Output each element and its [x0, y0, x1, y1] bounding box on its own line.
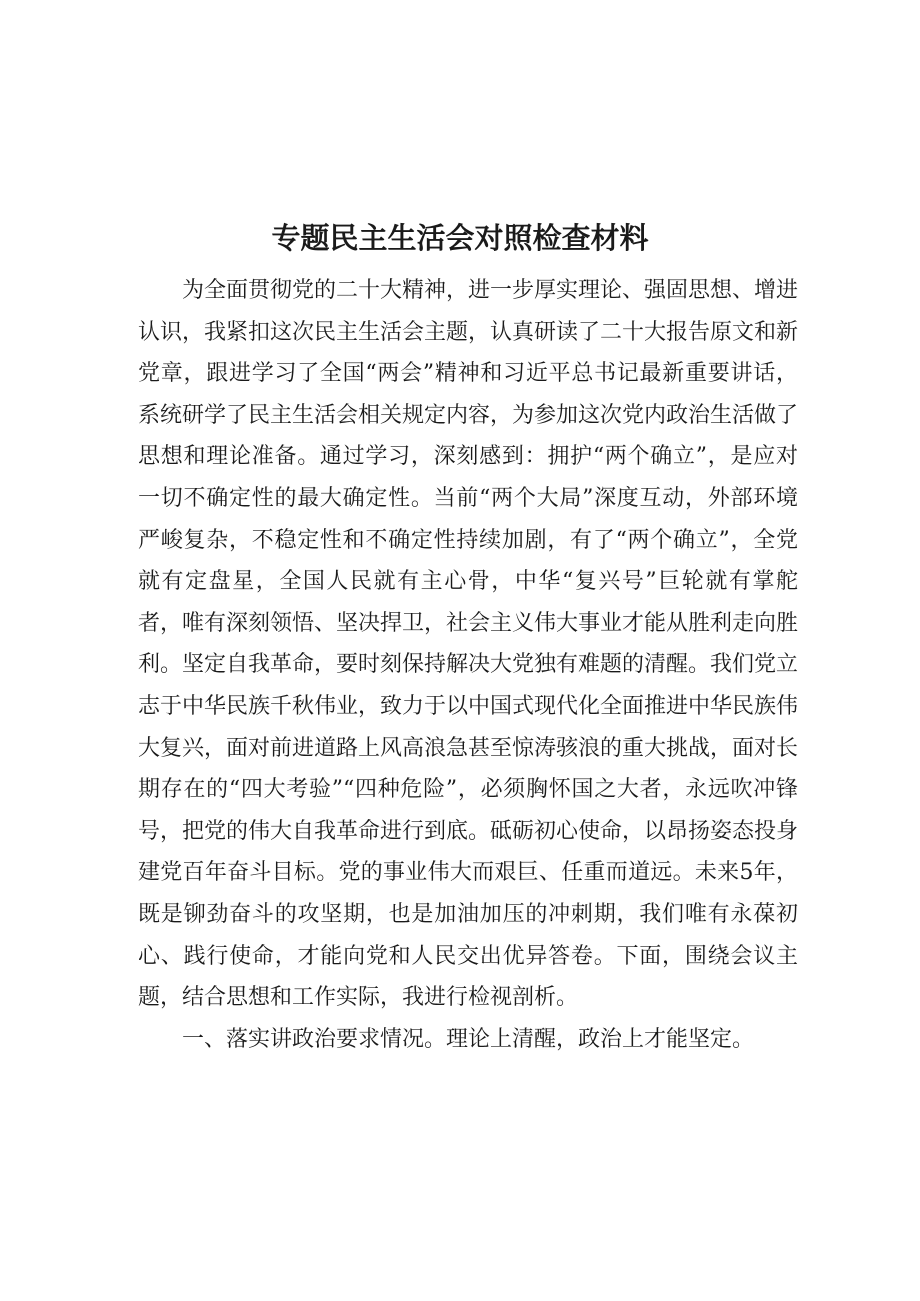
section-one-paragraph: 一、落实讲政治要求情况。理论上清醒，政治上才能坚定。	[182, 1026, 755, 1052]
document-body	[138, 270, 798, 1060]
document-title: 专题民主生活会对照检查材料	[271, 221, 649, 255]
intro-paragraph: 为全面贯彻党的二十大精神，进一步厚实理论、强固思想、增进认识，我紧扣这次民主生活会主题，认真研读了二十大报告原文和新党章，跟进学习了全国“两会”精神和习近平总书记最新重要讲话，系统研学了民主生活会相关规定内容，为参加这次党内政治生活做了思想和理论准备。通过学习，深刻感到：拥护“两个确立”，是应对一切不确定性的最大确定性。当前“两个大局”深度互动，外部环境严峻复杂，不稳定性和不确定性持续加剧，有了“两个确立”，全党就有定盘星，全国人民就有主心骨，中华“复兴号”巨轮就有掌舵者，唯有深刻领悟、坚决捍卫，社会主义伟大事业才能从胜利走向胜利。坚定自我革命，要时刻保持解决大党独有难题的清醒。我们党立志于中华民族千秋伟业，致力于以中国式现代化全面推进中华民族伟大复兴，面对前进道路上风高浪急甚至惊涛骇浪的重大挑战，面对长期存在的“四大考验”“四种危险”，必须胸怀国之大者，永远吹冲锋号，把党的伟大自我革命进行到底。砥砺初心使命，以昂扬姿态投身建党百年奋斗目标。党的事业伟大而艰巨、任重而道远。未来5年，既是铆劲奋斗的攻坚期，也是加油加压的冲刺期，我们唯有永葆初心、践行使命，才能向党和人民交出优异答卷。下面，围绕会议主题，结合思想和工作实际，我进行检视剖析。	[138, 278, 799, 1011]
